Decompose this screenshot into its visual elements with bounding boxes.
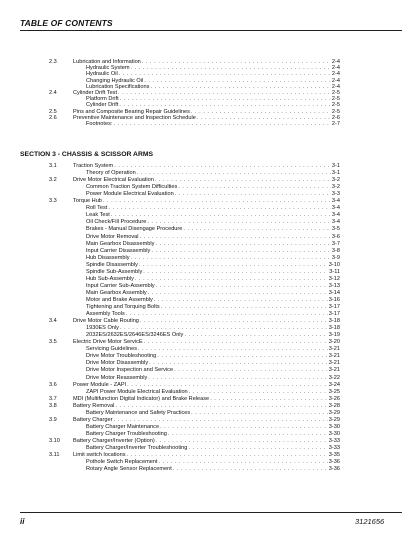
toc-entry-title: Lubrication and Information: [73, 59, 141, 65]
toc-entry-number: 3.1: [49, 163, 57, 169]
toc-entry-title: Drive Motor Removal: [86, 233, 139, 240]
toc-entry-page: 3-24: [328, 381, 340, 388]
toc-entry-page: 3-2: [331, 177, 340, 184]
toc-entry-page: 2-5: [331, 102, 340, 109]
toc-entry-page: 3-16: [328, 296, 340, 303]
toc-entry-title: Hub Sub-Assembly: [86, 275, 134, 282]
toc-entry-title: Rotary Angle Sensor Replacement: [86, 466, 172, 473]
toc-entry-page: 3-19: [328, 332, 340, 339]
toc-entry-number: 3.7: [49, 395, 57, 402]
toc-entry-title: Drive Motor Troubleshooting: [86, 353, 157, 360]
toc-entry-title: Battery Charger Maintenance: [86, 423, 160, 430]
toc-entry-page: 3-14: [328, 289, 340, 296]
toc-entry-page: 3-18: [328, 325, 340, 332]
toc-entry-title: Tightening and Torquing Bolts: [86, 304, 160, 310]
section-heading: SECTION 3 - CHASSIS & SCISSOR ARMS: [20, 151, 154, 158]
toc-entry[interactable]: [86, 465, 340, 473]
toc-entry-title: Footnotes:: [86, 121, 113, 127]
toc-dot-leader: [173, 465, 328, 473]
toc-entry-title: Assembly Tools: [86, 311, 125, 318]
toc-entry-title: Battery Charger/Inverter (Option): [73, 437, 155, 444]
toc-entry-page: 3-2: [331, 184, 340, 191]
toc-entry-title: Hydraulic System: [86, 65, 130, 72]
toc-entry[interactable]: [86, 120, 340, 128]
toc-entry-page: 3-36: [328, 459, 340, 466]
footer-page-number: ii: [20, 517, 25, 526]
toc-entry-title: Battery Maintenance and Safety Practices: [86, 409, 191, 416]
toc-entry-title: Cylinder Drift: [86, 102, 119, 109]
toc-entry-page: 2-4: [331, 65, 340, 72]
toc-entry-title: Motor and Brake Assembly: [86, 296, 153, 303]
toc-entry-page: 3-21: [328, 367, 340, 374]
toc-entry-title: Cylinder Drift Test: [73, 90, 118, 96]
toc-entry-page: 3-29: [328, 409, 340, 416]
toc-entry-number: 3.5: [49, 339, 57, 346]
toc-entry-title: Lubrication Specifications: [86, 83, 150, 90]
page-header-title: TABLE OF CONTENTS: [20, 18, 113, 28]
toc-entry-title: Common Traction System Difficulties: [86, 184, 178, 191]
toc-entry-title: ZAPI Power Module Electrical Evaluation: [86, 388, 188, 395]
toc-entry-number: 3.8: [49, 402, 57, 409]
toc-entry-title: Battery Charger/Inverter Troubleshooting: [86, 445, 188, 451]
toc-entry-title: Brakes - Manual Disengage Procedure: [86, 226, 183, 233]
toc-entry-title: Electric Drive Motor ServicE: [73, 339, 143, 346]
toc-entry-page: 3-33: [328, 445, 340, 451]
toc-entry-title: 1930ES Only: [86, 325, 119, 332]
toc-entry-page: 3-4: [331, 219, 340, 226]
toc-entry-title: Servicing Guidelines: [86, 346, 137, 353]
toc-entry-title: Leak Test: [86, 212, 110, 219]
toc-entry-page: 3-35: [328, 452, 340, 459]
toc-entry-number: 2.3: [49, 59, 57, 65]
toc-entry-number: 3.9: [49, 416, 57, 423]
toc-entry-number: 3.3: [49, 198, 57, 205]
toc-entry-page: 3-4: [331, 198, 340, 205]
toc-entry-page: 3-4: [331, 212, 340, 219]
toc-entry-title: Torque Hub: [73, 198, 102, 205]
toc-entry-title: Pothole Switch Replacement: [86, 459, 158, 466]
toc-entry-page: 3-8: [331, 247, 340, 254]
toc-entry-page: 3-21: [328, 360, 340, 367]
footer-rule: [20, 512, 402, 513]
toc-entry-number: 3.4: [49, 318, 57, 325]
toc-entry-page: 3-29: [328, 416, 340, 423]
toc-entry-page: 3-6: [331, 233, 340, 240]
toc-entry-number: 2.5: [49, 108, 57, 115]
toc-entry-page: 3-28: [328, 402, 340, 409]
toc-entry-number: 2.6: [49, 114, 57, 121]
toc-entry-title: Drive Motor Disassembly: [86, 360, 149, 367]
toc-entry-page: 3-30: [328, 430, 340, 437]
toc-entry-title: Input Carrier Sub-Assembly: [86, 282, 155, 289]
toc-entry-title: Input Carrier Disassembly: [86, 247, 151, 254]
toc-entry-title: Oil Check/Fill Procedure: [86, 219, 147, 226]
footer-doc-number: 3121656: [355, 517, 385, 526]
toc-entry-number: 3.11: [49, 452, 60, 459]
toc-entry-page: 2-5: [331, 90, 340, 96]
toc-entry-page: 3-22: [328, 374, 340, 381]
toc-entry-page: 3-33: [328, 437, 340, 444]
toc-entry-title: 2032ES/2632ES/2646ES/3246ES Only: [86, 332, 184, 339]
toc-entry-title: Drive Motor Reassembly: [86, 374, 148, 381]
toc-entry-page: 3-36: [328, 466, 340, 473]
toc-dot-leader: [113, 120, 330, 128]
toc-entry-title: Roll Test: [86, 205, 108, 212]
toc-entry-title: Main Gearbox Assembly: [86, 289, 147, 296]
toc-entry-title: Platform Drift: [86, 96, 119, 103]
toc-entry-title: Battery Charger: [73, 416, 113, 423]
toc-entry-page: 3-4: [331, 205, 340, 212]
toc-entry-page: 3-21: [328, 353, 340, 360]
toc-entry-page: 2-4: [331, 59, 340, 65]
toc-entry-page: 2-6: [331, 114, 340, 121]
toc-entry-number: 3.6: [49, 381, 57, 388]
toc-entry-title: Traction System: [73, 163, 114, 169]
toc-entry-page: 3-13: [328, 282, 340, 289]
toc-entry-page: 3-21: [328, 346, 340, 353]
toc-entry-number: 2.4: [49, 90, 57, 96]
toc-entry-number: 3.10: [49, 437, 60, 444]
toc-entry-page: 3-12: [328, 275, 340, 282]
toc-entry-page: 3-7: [331, 240, 340, 247]
toc-entry-page: 3-11: [329, 268, 340, 275]
toc-entry-page: 3-10: [328, 261, 340, 268]
toc-entry-title: Spindle Sub-Assembly: [86, 268, 143, 275]
toc-entry-page: 3-25: [328, 388, 340, 395]
toc-entry-page: 2-5: [331, 108, 340, 115]
toc-entry-page: 3-30: [328, 423, 340, 430]
toc-entry-page: 3-26: [328, 395, 340, 402]
toc-entry-page: 2-5: [331, 96, 340, 103]
toc-entry-page: 3-9: [331, 254, 340, 261]
toc-entry-title: Battery Removal: [73, 402, 115, 409]
toc-entry-page: 3-3: [331, 191, 340, 198]
toc-entry-title: Spindle Disassembly: [86, 261, 138, 268]
toc-entry-page: 3-1: [331, 163, 340, 169]
toc-entry-title: Limit switch locations: [73, 452, 126, 459]
toc-entry-page: 3-18: [328, 318, 340, 325]
toc-entry-page: 2-4: [331, 83, 340, 90]
toc-entry-page: 2-4: [331, 71, 340, 78]
toc-entry-title: Hydraulic Oil: [86, 71, 118, 78]
toc-entry-title: MDI (Multifunction Digital Indicator) and Brake Release: [73, 395, 210, 402]
toc-entry-title: Preventive Maintenance and Inspection Schedule: [73, 114, 196, 121]
toc-entry-title: Main Gearbox Disassembly: [86, 240, 155, 247]
toc-entry-page: 3-1: [331, 170, 340, 177]
header-rule: [20, 30, 402, 31]
toc-entry-page: 3-17: [328, 311, 340, 318]
toc-entry-page: 3-20: [328, 339, 340, 346]
toc-entry-page: 3-17: [328, 304, 340, 310]
toc-entry-title: Hub Disassembly: [86, 254, 130, 261]
toc-entry-title: Theory of Operation: [86, 170, 136, 177]
toc-entry-title: Battery Charger Troubleshooting: [86, 430, 167, 437]
toc-entry-number: 3.2: [49, 177, 57, 184]
toc-entry-title: Power Module - ZAPI: [73, 381, 127, 388]
toc-entry-title: Drive Motor Electrical Evaluation: [73, 177, 154, 184]
toc-entry-page: 2-4: [331, 77, 340, 84]
toc-entry-title: Drive Motor Cable Routing: [73, 318, 139, 325]
toc-entry-title: Changing Hydraulic Oil: [86, 77, 144, 84]
toc-entry-page: 3-5: [331, 226, 340, 233]
toc-entry-title: Drive Motor Inspection and Service: [86, 367, 174, 374]
toc-entry-title: Power Module Electrical Evaluation: [86, 191, 174, 198]
toc-entry-title: Pins and Composite Bearing Repair Guidelines: [73, 108, 190, 115]
toc-entry-page: 2-7: [331, 121, 340, 127]
